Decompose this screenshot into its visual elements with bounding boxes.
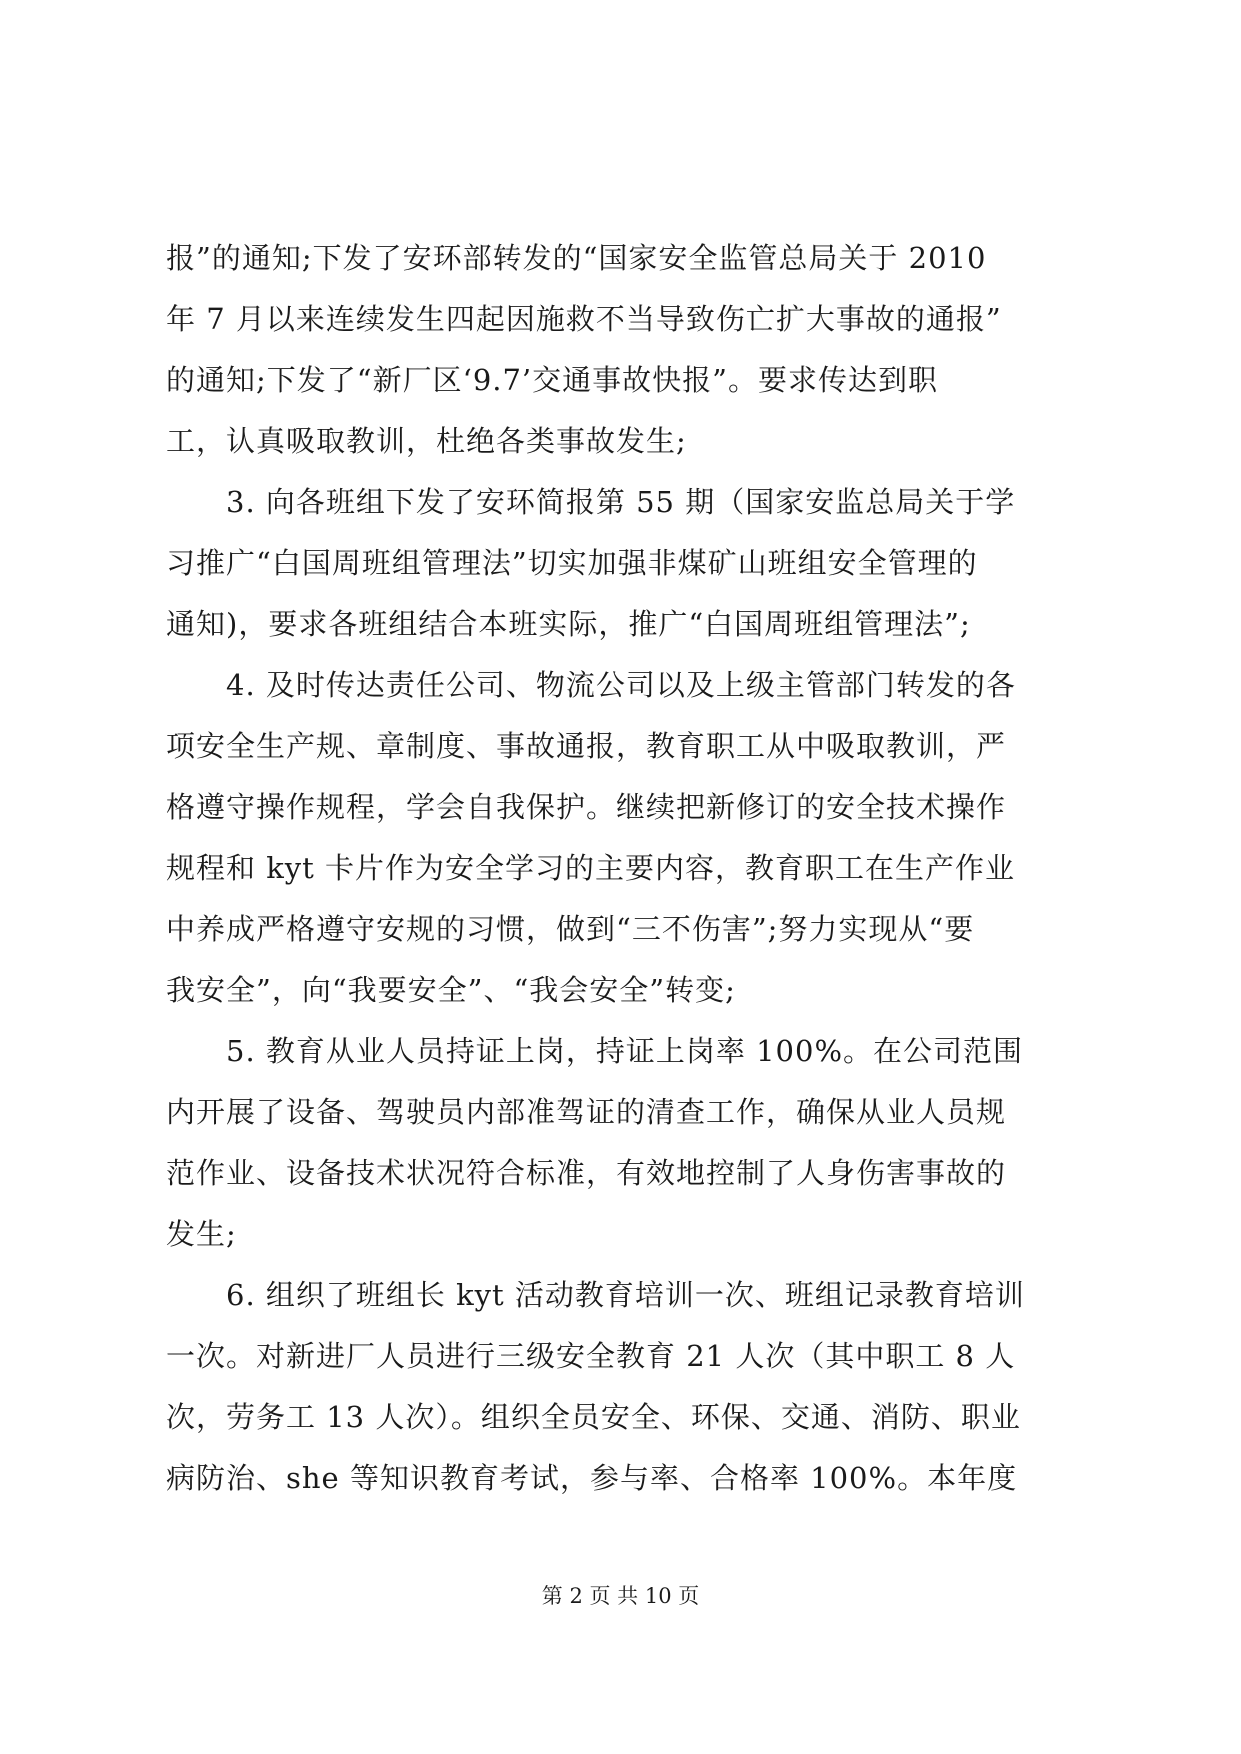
text-line: 内开展了设备、驾驶员内部准驾证的清查工作，确保从业人员规 — [166, 1095, 1007, 1129]
text-line: 年 7 月以来连续发生四起因施救不当导致伤亡扩大事故的通报” — [166, 302, 1002, 336]
text-line: 病防治、she 等知识教育考试，参与率、合格率 100%。本年度 — [166, 1461, 1018, 1495]
body-text — [166, 228, 1086, 1509]
paragraph-5-start: 5. 教育从业人员持证上岗，持证上岗率 100%。在公司范围 — [226, 1034, 1024, 1068]
text-line: 一次。对新进厂人员进行三级安全教育 21 人次（其中职工 8 人 — [166, 1339, 1016, 1373]
text-line: 通知)，要求各班组结合本班实际，推广“白国周班组管理法”; — [166, 607, 971, 641]
paragraph-6-start: 6. 组织了班组长 kyt 活动教育培训一次、班组记录教育培训 — [226, 1278, 1025, 1312]
paragraph-3-start: 3. 向各班组下发了安环简报第 55 期（国家安监总局关于学 — [226, 485, 1016, 519]
text-line: 格遵守操作规程，学会自我保护。继续把新修订的安全技术操作 — [166, 790, 1007, 824]
text-line: 项安全生产规、章制度、事故通报，教育职工从中吸取教训，严 — [166, 729, 1007, 763]
text-line: 发生; — [166, 1217, 237, 1251]
text-line: 习推广“白国周班组管理法”切实加强非煤矿山班组安全管理的 — [166, 546, 978, 580]
page-number-footer: 第 2 页 共 10 页 — [541, 1584, 700, 1608]
text-line: 的通知;下发了“新厂区‘9.7’交通事故快报”。要求传达到职 — [166, 363, 938, 397]
text-line: 次，劳务工 13 人次）。组织全员安全、环保、交通、消防、职业 — [166, 1400, 1021, 1434]
text-line: 中养成严格遵守安规的习惯，做到“三不伤害”;努力实现从“要 — [166, 912, 975, 946]
paragraph-4-start: 4. 及时传达责任公司、物流公司以及上级主管部门转发的各 — [226, 668, 1016, 702]
text-line: 我安全”，向“我要安全”、“我会安全”转变; — [166, 973, 736, 1007]
text-line: 范作业、设备技术状况符合标准，有效地控制了人身伤害事故的 — [166, 1156, 1007, 1190]
text-line: 工，认真吸取教训，杜绝各类事故发生; — [166, 424, 687, 458]
text-line: 报”的通知;下发了安环部转发的“国家安全监管总局关于 2010 — [166, 241, 987, 275]
text-line: 规程和 kyt 卡片作为安全学习的主要内容，教育职工在生产作业 — [166, 851, 1016, 885]
